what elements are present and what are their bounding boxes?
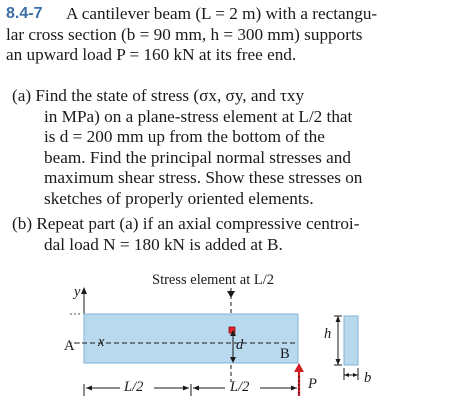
part-b-line-2: dal load N = 180 kN is added at B.	[44, 234, 283, 254]
statement-line-2: lar cross section (b = 90 mm, h = 300 mm) supports	[6, 24, 363, 44]
load-label-p: P	[308, 376, 317, 392]
support-label-a: A	[64, 338, 75, 354]
part-a-line-1: Find the state of stress (σx, σy, and τxy	[35, 86, 305, 105]
part-a-line-2: in MPa) on a plane-stress element at L/2 that	[44, 106, 353, 126]
problem-block	[6, 4, 450, 254]
part-a-line-3: is d = 200 mm up from the bottom of the	[44, 127, 325, 146]
figure-caption: Stress element at L/2	[152, 272, 275, 288]
section-width-label: b	[364, 370, 372, 386]
part-a-line-5: maximum shear stress. Show these stresses on	[44, 168, 363, 187]
end-label-b: B	[280, 346, 290, 362]
statement-line-1: A cantilever beam (L = 2 m) with a rectangu-	[66, 4, 378, 23]
part-b	[12, 214, 359, 255]
part-a	[12, 86, 362, 209]
dimension-left: L/2	[124, 379, 144, 395]
caption-pointer-arrow	[227, 291, 235, 298]
part-b-line-1: Repeat part (a) if an axial compressive centroi-	[36, 214, 360, 233]
cross-section	[344, 316, 358, 365]
beam-body	[84, 314, 298, 363]
x-axis-label: x	[98, 334, 105, 350]
part-a-line-6: sketches of properly oriented elements.	[44, 188, 314, 208]
y-axis-label: y	[74, 284, 81, 300]
y-axis-arrow	[81, 287, 87, 294]
problem-number: 8.4-7	[6, 5, 43, 22]
beam-figure	[44, 272, 424, 400]
statement-line-3: an upward load P = 160 kN at its free end.	[6, 45, 297, 64]
part-b-label: (b)	[12, 214, 33, 233]
dimension-right: L/2	[230, 379, 250, 395]
depth-label-d: d	[236, 337, 244, 353]
part-a-label: (a)	[12, 86, 32, 105]
part-a-line-4: beam. Find the principal normal stresses and	[44, 147, 351, 167]
section-height-label: h	[324, 326, 332, 342]
